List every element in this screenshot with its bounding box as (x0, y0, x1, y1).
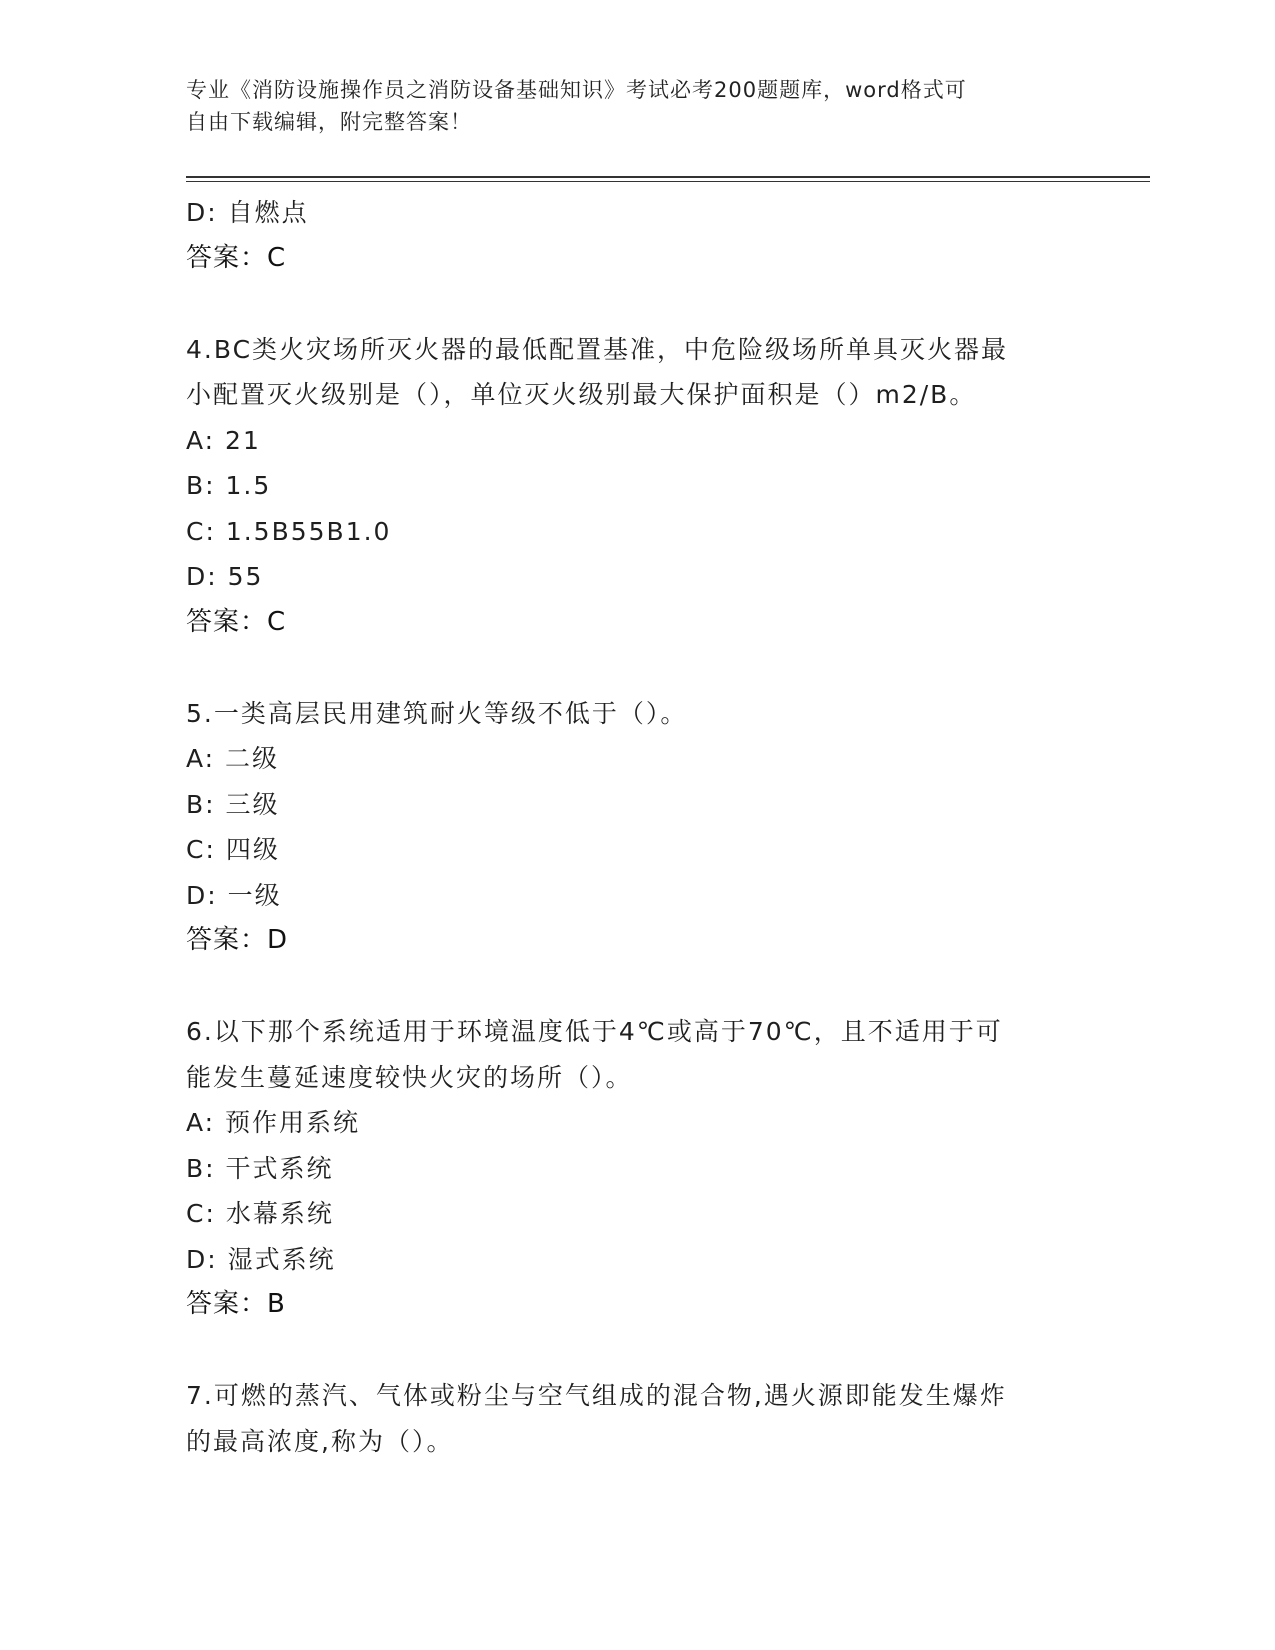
question-stem-line: 能发生蔓延速度较快火灾的场所（）。 (186, 1062, 633, 1092)
question-5 (186, 691, 1086, 964)
question-6 (186, 1009, 1086, 1328)
option-c: C: 水幕系统 (186, 1199, 334, 1228)
question-4 (186, 327, 1086, 646)
header-divider-thin (186, 181, 1150, 182)
question-list (186, 190, 1086, 1464)
answer-line: 答案：C (186, 242, 287, 273)
partial-question (186, 190, 1086, 281)
spacer (186, 281, 1086, 327)
question-stem-line: 7.可燃的蒸汽、气体或粉尘与空气组成的混合物,遇火源即能发生爆炸 (186, 1381, 1007, 1410)
answer-line: 答案：C (186, 606, 287, 637)
question-stem-line: 5.一类高层民用建筑耐火等级不低于（）。 (186, 698, 688, 728)
header-line-1: 专业《消防设施操作员之消防设备基础知识》考试必考200题题库，word格式可 (186, 78, 967, 102)
option-d: D: 55 (186, 562, 264, 591)
spacer (186, 1328, 1086, 1374)
option-b: B: 干式系统 (186, 1153, 334, 1183)
header-divider-thick (186, 176, 1150, 178)
option-a: A: 二级 (186, 744, 280, 773)
question-stem-line: 的最高浓度,称为（）。 (186, 1426, 454, 1456)
option-d: D: 自燃点 (186, 198, 309, 227)
header-line-2: 自由下载编辑，附完整答案！ (186, 110, 472, 134)
spacer (186, 964, 1086, 1010)
answer-line: 答案：B (186, 1289, 286, 1319)
answer-line: 答案：D (186, 925, 289, 955)
question-stem-line: 小配置灭火级别是（），单位灭火级别最大保护面积是（）m2/B。 (186, 380, 977, 409)
option-c: C: 1.5B55B1.0 (186, 516, 392, 546)
option-a: A: 预作用系统 (186, 1108, 361, 1137)
option-a: A: 21 (186, 425, 261, 455)
question-stem-line: 6.以下那个系统适用于环境温度低于4℃或高于70℃，且不适用于可 (186, 1017, 1003, 1046)
option-b: B: 1.5 (186, 471, 272, 500)
question-stem-line: 4.BC类火灾场所灭火器的最低配置基准，中危险级场所单具灭火器最 (186, 334, 1009, 364)
question-7 (186, 1373, 1086, 1464)
option-d: D: 一级 (186, 880, 282, 910)
option-d: D: 湿式系统 (186, 1244, 336, 1274)
spacer (186, 645, 1086, 691)
option-c: C: 四级 (186, 835, 280, 864)
option-b: B: 三级 (186, 789, 280, 819)
document-header (186, 74, 1066, 138)
